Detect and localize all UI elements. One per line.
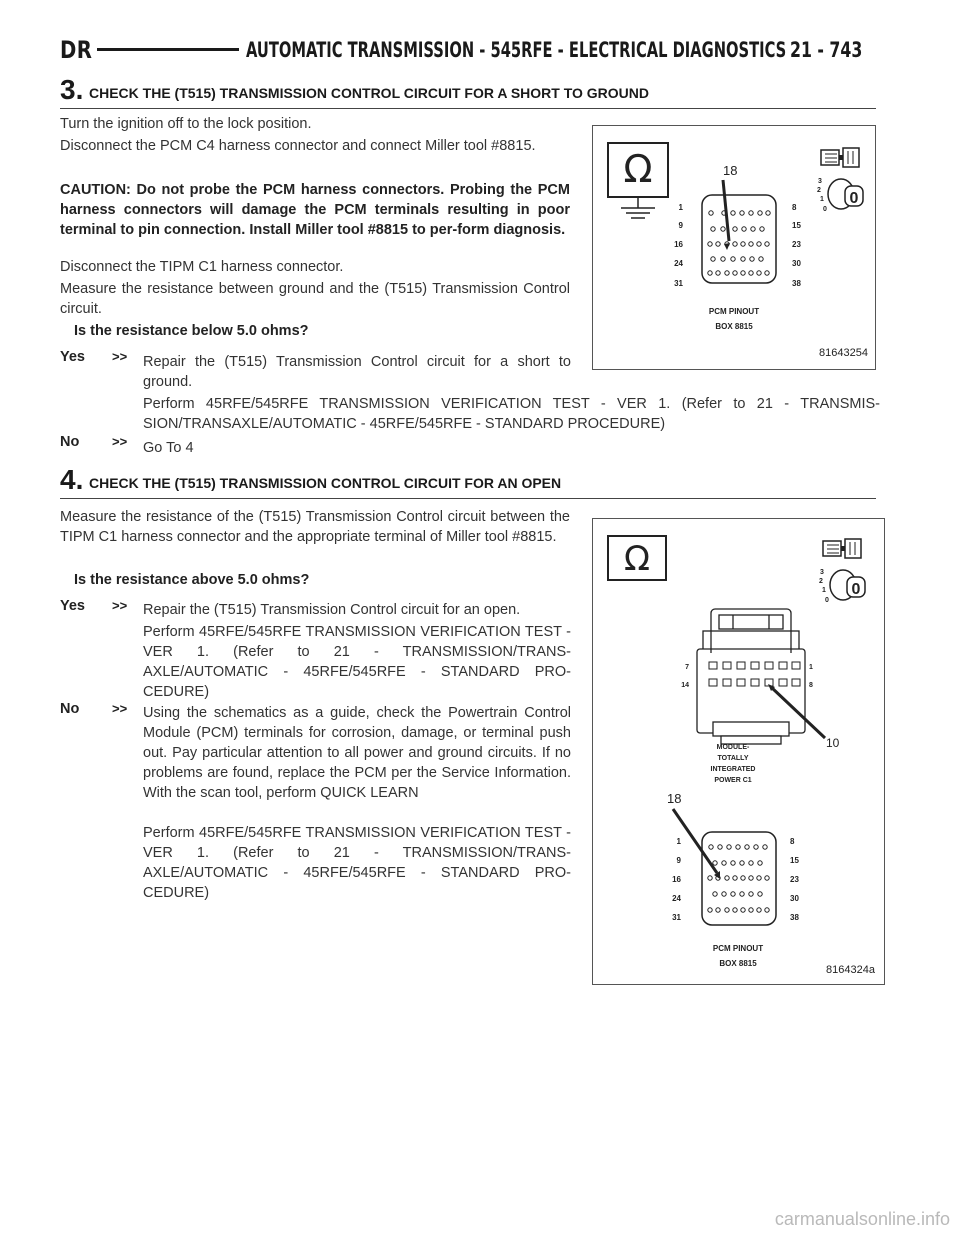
figure-tipm-and-pcm-pinout [592, 518, 885, 985]
step-3-no-response: Go To 4 [143, 440, 194, 456]
header-title: AUTOMATIC TRANSMISSION - 545RFE - ELECTRICAL DIAGNOSTICS [246, 38, 787, 62]
watermark: carmanualsonline.info [774, 1209, 950, 1229]
key-pos-2: 2 [817, 187, 821, 194]
left-pin-label: 24 [674, 259, 683, 268]
right-pin-label: 38 [790, 913, 799, 922]
left-pin-label: 16 [674, 240, 683, 249]
pcm-connector [673, 809, 776, 925]
step-4-yes-verification: Perform 45RFE/545RFE TRANSMISSION VERIFICATION TEST - VER 1. (Refer to 21 - TRANSMISSION/TRANS-AXLE/AUTOMATIC - 45RFE/545RFE - STANDARD PRO-CEDURE) [143, 624, 571, 700]
step-3-paragraph-2: Disconnect the PCM C4 harness connector and connect Miller tool #8815. [60, 138, 536, 154]
arrow-marker: >> [112, 598, 128, 613]
step-3-yes-response: Repair the (T515) Transmission Control circuit for a short to ground. [143, 354, 571, 390]
svg-text:Ω: Ω [624, 539, 650, 579]
ignition-key-icon [817, 178, 863, 213]
pin-callout-label: 18 [723, 163, 738, 178]
right-pin-label: 38 [792, 279, 801, 288]
tipm-left-pin-label: 14 [681, 682, 689, 689]
figure-caption-line-1: PCM PINOUT [712, 944, 764, 953]
left-pin-label: 31 [674, 279, 683, 288]
key-pos-3: 3 [820, 569, 824, 576]
right-pin-label: 15 [790, 856, 799, 865]
right-pin-label: 30 [790, 894, 799, 903]
pin-callout-label: 18 [667, 791, 682, 806]
step-4-no-verification: Perform 45RFE/545RFE TRANSMISSION VERIFICATION TEST - VER 1. (Refer to 21 - TRANSMISSION/TRANS-AXLE/AUTOMATIC - 45RFE/545RFE - STANDARD PRO-CEDURE) [143, 825, 571, 901]
svg-text:Ω: Ω [623, 147, 653, 191]
figure-caption-line-2: BOX 8815 [719, 959, 757, 968]
svg-text:0: 0 [851, 581, 861, 598]
figure-1-drawing [593, 126, 875, 369]
arrow-marker: >> [112, 701, 128, 716]
step-3-heading [60, 74, 876, 109]
step-3-paragraph-3: Disconnect the TIPM C1 harness connector. [60, 259, 344, 275]
module-label [711, 744, 756, 784]
caution-note: CAUTION: Do not probe the PCM harness connectors. Probing the PCM harness connectors will damage the PCM terminals resulting in poor terminal to pin connection. Install Miller tool #8815 to per-form diagnosis. [60, 182, 570, 238]
figure-2-drawing [593, 519, 884, 984]
tipm-right-pin-label: 1 [809, 664, 813, 671]
svg-text:MODULE-: MODULE- [716, 744, 750, 751]
left-pin-label: 24 [672, 894, 681, 903]
disconnect-connector-icon [821, 148, 859, 167]
step-title: CHECK THE (T515) TRANSMISSION CONTROL CIRCUIT FOR AN OPEN [89, 475, 562, 491]
header-section-code: DR [60, 36, 93, 64]
right-pin-label: 30 [792, 259, 801, 268]
key-pos-1: 1 [822, 587, 826, 594]
step-3-question: Is the resistance below 5.0 ohms? [74, 323, 309, 339]
figure-caption-line-2: BOX 8815 [715, 322, 753, 331]
key-pos-0: 0 [823, 206, 827, 213]
left-pin-label: 31 [672, 913, 681, 922]
key-pos-1: 1 [820, 196, 824, 203]
left-pin-label: 9 [678, 221, 683, 230]
figure-pcm-pinout-1 [592, 125, 876, 370]
ohmmeter-icon [608, 536, 666, 580]
ignition-key-icon [819, 569, 865, 604]
arrow-marker: >> [112, 434, 128, 449]
svg-text:INTEGRATED: INTEGRATED [710, 766, 756, 773]
key-pos-2: 2 [819, 578, 823, 585]
tipm-right-pin-label: 8 [809, 682, 813, 689]
right-pin-label: 15 [792, 221, 801, 230]
right-pin-label: 23 [790, 875, 799, 884]
header-rule [97, 48, 239, 51]
pcm-connector [702, 180, 776, 283]
svg-text:TOTALLY: TOTALLY [717, 755, 749, 762]
figure-id: 81643254 [819, 347, 868, 359]
tipm-left-pin-label: 7 [685, 664, 689, 671]
right-pin-label: 23 [792, 240, 801, 249]
step-number: 3. [60, 74, 84, 105]
right-pin-label: 8 [792, 203, 797, 212]
tipm-c1-connector [697, 609, 805, 744]
arrow-marker: >> [112, 349, 128, 364]
step-3-paragraph-1: Turn the ignition off to the lock position. [60, 116, 312, 132]
step-title: CHECK THE (T515) TRANSMISSION CONTROL CIRCUIT FOR A SHORT TO GROUND [89, 85, 650, 101]
answer-yes-label: Yes [60, 598, 85, 614]
svg-text:POWER C1: POWER C1 [714, 777, 752, 784]
ground-icon [621, 197, 655, 218]
answer-yes-label: Yes [60, 349, 85, 365]
ohmmeter-icon [608, 143, 668, 197]
left-pin-label: 9 [676, 856, 681, 865]
step-4-heading [60, 464, 876, 499]
right-pin-label: 8 [790, 837, 795, 846]
step-number: 4. [60, 464, 84, 495]
figure-id: 8164324a [826, 964, 875, 976]
page-number: 21 - 743 [790, 38, 863, 62]
key-pos-0: 0 [825, 597, 829, 604]
step-4-yes-response: Repair the (T515) Transmission Control circuit for an open. [143, 602, 521, 618]
disconnect-connector-icon [823, 539, 861, 558]
left-pin-label: 1 [678, 203, 683, 212]
step-4-question: Is the resistance above 5.0 ohms? [74, 572, 310, 588]
figure-caption-line-1: PCM PINOUT [708, 307, 760, 316]
key-pos-3: 3 [818, 178, 822, 185]
answer-no-label: No [60, 701, 80, 717]
step-3-yes-verification: Perform 45RFE/545RFE TRANSMISSION VERIFICATION TEST - VER 1. (Refer to 21 - TRANSMIS-SION/TRANSAXLE/AUTOMATIC - 45RFE/545RFE - STANDARD PROCEDURE) [143, 396, 880, 432]
answer-no-label: No [60, 434, 80, 450]
step-3-paragraph-4: Measure the resistance between ground and the (T515) Transmission Control circuit. [60, 281, 570, 317]
left-pin-label: 16 [672, 875, 681, 884]
svg-text:0: 0 [849, 190, 859, 207]
tipm-callout-label: 10 [826, 736, 840, 750]
step-4-paragraph-1: Measure the resistance of the (T515) Transmission Control circuit between the TIPM C1 harness connector and the appropriate terminal of Miller tool #8815. [60, 509, 570, 545]
left-pin-label: 1 [676, 837, 681, 846]
step-4-no-response: Using the schematics as a guide, check the Powertrain Control Module (PCM) terminals for corrosion, damage, or terminal push out. Pay particular attention to all power and ground circuits. If no problems are found, replace the PCM per the Service Information. With the scan tool, perform QUICK LEARN [143, 705, 571, 801]
